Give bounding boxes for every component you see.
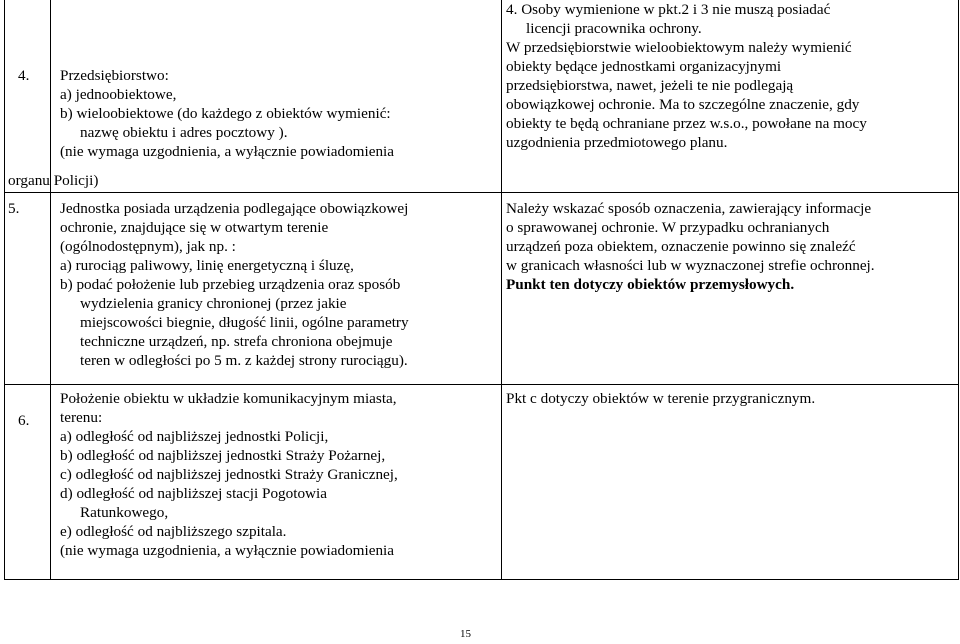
text-line: (nie wymaga uzgodnienia, a wyłącznie powiadomienia <box>60 143 394 160</box>
text-line: organu Policji) <box>8 172 99 189</box>
row-number-6: 6. <box>18 412 30 429</box>
row4-right-text <box>506 0 956 152</box>
text-line: ochronie, znajdujące się w otwartym terenie <box>60 219 329 236</box>
text-line: b) odległość od najbliższej jednostki Straży Pożarnej, <box>60 447 386 464</box>
table-border-col2 <box>501 0 502 580</box>
row6-left-text <box>60 389 498 560</box>
row4-left-text <box>60 66 498 161</box>
text-line: w granicach własności lub w wyznaczonej strefie ochronnej. <box>506 257 875 274</box>
row-divider-4-5 <box>4 192 959 193</box>
page-number: 15 <box>460 628 471 640</box>
text-line: Jednostka posiada urządzenia podlegające obowiązkowej <box>60 200 409 217</box>
row6-right-text <box>506 389 956 408</box>
text-line: przedsiębiorstwa, nawet, jeżeli te nie podlegają <box>506 77 794 94</box>
text-line: obowiązkowej ochronie. Ma to szczególne znaczenie, gdy <box>506 96 860 113</box>
text-line: e) odległość od najbliższego szpitala. <box>60 523 287 540</box>
text-line: b) podać położenie lub przebieg urządzenia oraz sposób <box>60 276 401 293</box>
text-line: uzgodnienia przedmiotowego planu. <box>506 134 728 151</box>
text-line: obiekty te będą ochraniane przez w.s.o., powołane na mocy <box>506 115 867 132</box>
table-border-left <box>4 0 5 580</box>
text-line: urządzeń poza obiektem, oznaczenie powinno się znaleźć <box>506 238 856 255</box>
text-line: techniczne urządzeń, np. strefa chroniona obejmuje <box>80 333 393 350</box>
text-line: (ogólnodostępnym), jak np. : <box>60 238 236 255</box>
text-line: nazwę obiektu i adres pocztowy ). <box>80 124 288 141</box>
row-number-4: 4. <box>18 67 30 84</box>
text-line: a) jednoobiektowe, <box>60 86 177 103</box>
row4-left-text-tail <box>8 171 98 190</box>
text-line: Ratunkowego, <box>80 504 169 521</box>
text-line: a) odległość od najbliższej jednostki Policji, <box>60 428 329 445</box>
text-line: Położenie obiektu w układzie komunikacyjnym miasta, <box>60 390 397 407</box>
text-line: 4. Osoby wymienione w pkt.2 i 3 nie muszą posiadać <box>506 1 831 18</box>
table-border-col1 <box>50 0 51 580</box>
text-line: b) wieloobiektowe (do każdego z obiektów wymienić: <box>60 105 391 122</box>
row5-left-text <box>60 199 498 370</box>
text-line: wydzielenia granicy chronionej (przez jakie <box>80 295 347 312</box>
text-line: a) rurociąg paliwowy, linię energetyczną i śluzę, <box>60 257 354 274</box>
text-line: W przedsiębiorstwie wieloobiektowym należy wymienić <box>506 39 852 56</box>
text-line: miejscowości biegnie, długość linii, ogólne parametry <box>80 314 409 331</box>
text-line: o sprawowanej ochronie. W przypadku ochranianych <box>506 219 830 236</box>
text-line: terenu: <box>60 409 103 426</box>
text-line: d) odległość od najbliższej stacji Pogotowia <box>60 485 327 502</box>
text-line: licencji pracownika ochrony. <box>526 20 702 37</box>
text-line: teren w odległości po 5 m. z każdej strony rurociągu). <box>80 352 408 369</box>
text-line: (nie wymaga uzgodnienia, a wyłącznie powiadomienia <box>60 542 394 559</box>
bold-note: Punkt ten dotyczy obiektów przemysłowych. <box>506 276 795 293</box>
row5-right-text <box>506 199 956 294</box>
text-line: Przedsiębiorstwo: <box>60 67 169 84</box>
row-number-5: 5. <box>8 200 20 217</box>
text-line: Należy wskazać sposób oznaczenia, zawierający informacje <box>506 200 872 217</box>
row-divider-5-6 <box>4 384 959 385</box>
table-border-right <box>958 0 959 580</box>
text-line: Pkt c dotyczy obiektów w terenie przygranicznym. <box>506 390 816 407</box>
text-line: obiekty będące jednostkami organizacyjnymi <box>506 58 782 75</box>
table-border-bottom <box>4 579 959 580</box>
text-line: c) odległość od najbliższej jednostki Straży Granicznej, <box>60 466 398 483</box>
